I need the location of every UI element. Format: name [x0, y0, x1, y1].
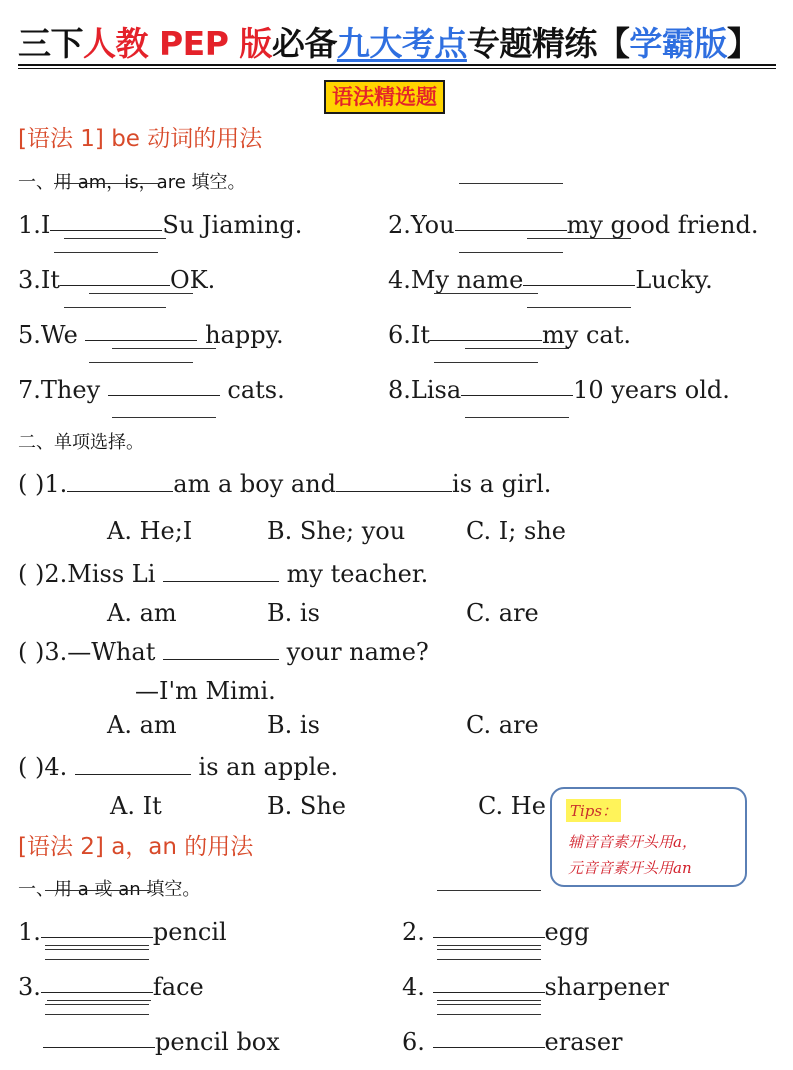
title-part: 专题精练【: [466, 24, 630, 63]
answer-blank[interactable]: [336, 469, 452, 492]
fill-item-number: 6.: [402, 1028, 433, 1056]
choice-question: [18, 469, 551, 498]
dialog-answer: —I'm Mimi.: [135, 677, 276, 705]
fill-item-suffix: Lucky.: [635, 266, 713, 294]
fill-item-number: 4.: [402, 973, 433, 1001]
topic-badge: 语法精选题: [324, 80, 445, 114]
title-part: 必备: [271, 24, 337, 63]
answer-blank[interactable]: [67, 469, 173, 492]
answer-blank[interactable]: [43, 1024, 155, 1050]
fill-item: [18, 372, 285, 404]
tips-line: 辅音音素开头用a，: [568, 833, 697, 851]
answer-blank[interactable]: [75, 752, 191, 775]
option-b[interactable]: B. She: [267, 792, 346, 820]
fill-item-word: eraser: [544, 1028, 623, 1056]
title-divider: [18, 68, 776, 69]
answer-blank[interactable]: [41, 969, 153, 995]
answer-blank[interactable]: [41, 914, 153, 940]
question-text: is an apple.: [190, 753, 339, 781]
fill-item-suffix: my cat.: [542, 321, 631, 349]
answer-blank[interactable]: [163, 637, 279, 660]
section-instruction: 二、单项选择。: [18, 432, 144, 453]
fill-item-prefix: 1.I: [18, 211, 51, 239]
fill-item-number: 3.: [18, 973, 41, 1001]
fill-item: [18, 969, 204, 1001]
option-b[interactable]: B. She; you: [267, 517, 406, 545]
fill-item: [388, 372, 730, 404]
option-a[interactable]: A. He;I: [107, 517, 193, 545]
option-c[interactable]: C. are: [466, 599, 539, 627]
fill-item: [18, 262, 215, 294]
option-c[interactable]: C. I; she: [466, 517, 566, 545]
choice-question: [18, 637, 429, 666]
option-b[interactable]: B. is: [267, 711, 320, 739]
fill-item-prefix: 3.It: [18, 266, 61, 294]
option-a[interactable]: A. It: [110, 792, 162, 820]
fill-item-prefix: 8.Lisa: [388, 376, 462, 404]
fill-item: [402, 1024, 623, 1056]
question-text: your name?: [278, 638, 429, 666]
question-text: is a girl.: [452, 470, 552, 498]
answer-blank[interactable]: [50, 207, 162, 233]
question-prefix: ( )1.: [18, 470, 68, 498]
fill-item-word: pencil: [152, 918, 227, 946]
fill-item-word: face: [152, 973, 204, 1001]
answer-blank[interactable]: [60, 262, 170, 288]
tips-label: Tips：: [566, 799, 621, 822]
fill-item-word: sharpener: [544, 973, 669, 1001]
section-instruction: 一、用 am，is，are 填空。: [18, 172, 246, 193]
option-c[interactable]: C. are: [466, 711, 539, 739]
fill-item-number: 2.: [402, 918, 433, 946]
title-part: 三下: [18, 24, 83, 63]
fill-item-suffix: 10 years old.: [573, 376, 730, 404]
fill-item-suffix: cats.: [219, 376, 285, 404]
fill-item-word: pencil box: [155, 1028, 280, 1056]
section-heading: [语法 1] be 动词的用法: [18, 126, 263, 152]
option-a[interactable]: A. am: [107, 599, 177, 627]
title-part: 】: [726, 24, 760, 63]
fill-item-prefix: 5.We: [18, 321, 86, 349]
option-b[interactable]: B. is: [267, 599, 320, 627]
answer-blank[interactable]: [433, 1024, 545, 1050]
fill-item: [18, 914, 227, 946]
fill-item-prefix: 4.My name: [388, 266, 524, 294]
fill-item: [18, 317, 284, 349]
fill-item: [388, 207, 758, 239]
title-part: 学霸版: [629, 24, 727, 63]
fill-item-suffix: my good friend.: [566, 211, 759, 239]
option-a[interactable]: A. am: [107, 711, 177, 739]
fill-item-word: egg: [544, 918, 590, 946]
title-part: 人教 PEP 版: [83, 24, 272, 63]
fill-item: [402, 969, 669, 1001]
section-instruction: 一、用 a 或 an 填空。: [18, 879, 201, 900]
answer-blank[interactable]: [433, 969, 545, 995]
answer-blank[interactable]: [163, 559, 279, 582]
tips-box: [550, 787, 747, 887]
fill-item: [388, 262, 713, 294]
answer-blank[interactable]: [523, 262, 635, 288]
choice-question: [18, 752, 338, 781]
answer-blank[interactable]: [430, 317, 542, 343]
answer-blank[interactable]: [455, 207, 567, 233]
answer-blank[interactable]: [461, 372, 573, 398]
fill-item-suffix: happy.: [197, 321, 284, 349]
fill-item-suffix: OK.: [170, 266, 216, 294]
page-title: [18, 18, 778, 65]
fill-item-number: 1.: [18, 918, 41, 946]
section-heading: [语法 2] a，an 的用法: [18, 834, 254, 860]
choice-question: [18, 559, 428, 588]
question-text: am a boy and: [173, 470, 337, 498]
fill-item-prefix: 7.They: [18, 376, 108, 404]
question-text: my teacher.: [279, 560, 429, 588]
question-prefix: ( )2.Miss Li: [18, 560, 164, 588]
question-prefix: ( )3.—What: [18, 638, 163, 666]
fill-item-prefix: 2.You: [388, 211, 455, 239]
answer-blank[interactable]: [85, 317, 197, 343]
fill-item: [43, 1024, 280, 1056]
question-prefix: ( )4.: [18, 753, 75, 781]
fill-item-suffix: Su Jiaming.: [162, 211, 303, 239]
title-divider: [18, 64, 776, 66]
option-c[interactable]: C. He: [478, 792, 546, 820]
fill-item: [402, 914, 589, 946]
tips-line: 元音音素开头用an: [568, 859, 692, 877]
answer-blank[interactable]: [433, 914, 545, 940]
fill-item: [18, 207, 302, 239]
fill-item: [388, 317, 631, 349]
title-part: 九大考点: [336, 24, 467, 63]
answer-blank[interactable]: [108, 372, 220, 398]
fill-item-prefix: 6.It: [388, 321, 431, 349]
